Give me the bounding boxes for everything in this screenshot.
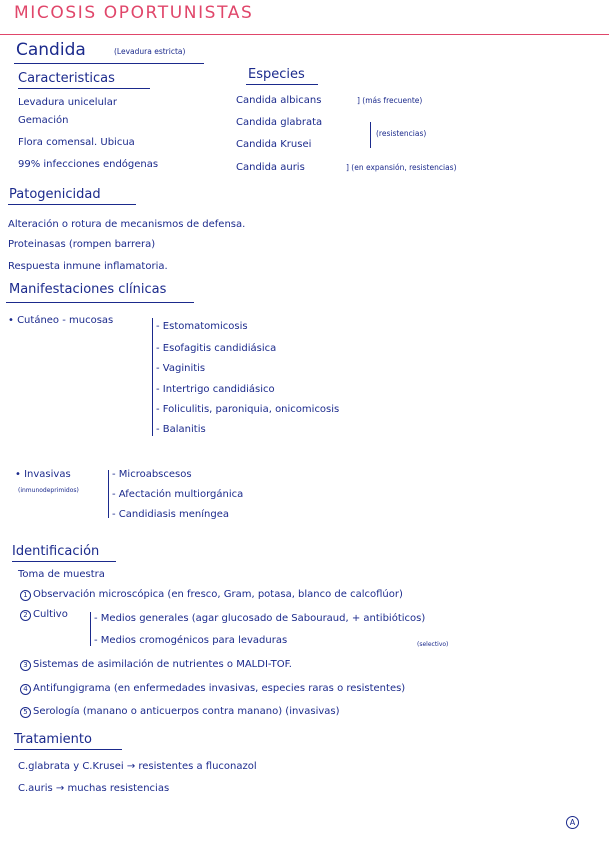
identificacion-heading: Identificación [12, 544, 100, 559]
caract-item-3: Flora comensal. Ubicua [18, 137, 135, 148]
caracteristicas-heading: Caracteristicas [18, 71, 115, 86]
cutaneo-label: • Cutáneo - mucosas [8, 315, 114, 326]
caract-item-4: 99% infecciones endógenas [18, 159, 159, 170]
patog-item-1: Alteración o rotura de mecanismos de defensa. [8, 219, 246, 230]
cutaneo-item-5: - Foliculitis, paroniquia, onicomicosis [156, 404, 340, 415]
tratamiento-heading: Tratamiento [14, 732, 92, 747]
cultivo-medios-generales: - Medios generales (agar glucosado de Sabouraud, + antibióticos) [94, 613, 426, 624]
toma-muestra: Toma de muestra [18, 569, 105, 580]
tratamiento-item-2: C.auris → muchas resistencias [18, 783, 170, 794]
tratamiento-underline [14, 749, 122, 750]
especie-albicans: Candida albicans [236, 95, 322, 106]
ident-item-4: Antifungigrama (en enfermedades invasivas, especies raras o resistentes) [33, 683, 406, 694]
especies-underline [246, 84, 318, 85]
manifestaciones-heading: Manifestaciones clínicas [9, 282, 167, 297]
ident-item-5: Serología (manano o anticuerpos contra manano) (invasivas) [33, 706, 340, 717]
title-rule [0, 34, 609, 35]
tratamiento-item-1: C.glabrata y C.Krusei → resistentes a fluconazol [18, 761, 257, 772]
invasivas-item-1: - Microabscesos [112, 469, 192, 480]
cutaneo-item-1: - Estomatomicosis [156, 321, 248, 332]
ident-item-1: Observación microscópica (en fresco, Gram, potasa, blanco de calcoflúor) [33, 589, 403, 600]
ident-item-3: Sistemas de asimilación de nutrientes o MALDI-TOF. [33, 659, 292, 670]
invasivas-item-3: - Candidiasis meníngea [112, 509, 229, 520]
cultivo-bracket [90, 612, 91, 646]
page-number: A [566, 816, 579, 829]
especie-albicans-note: ] (más frecuente) [357, 96, 423, 105]
caract-item-2: Gemación [18, 115, 69, 126]
especie-auris: Candida auris [236, 162, 305, 173]
especies-heading: Especies [248, 67, 305, 82]
caracteristicas-underline [18, 88, 150, 89]
invasivas-item-2: - Afectación multiorgánica [112, 489, 244, 500]
especie-auris-note: ] (en expansión, resistencias) [346, 163, 457, 172]
page-title: MICOSIS OPORTUNISTAS [14, 3, 254, 23]
candida-heading: Candida [16, 40, 86, 60]
patog-item-2: Proteinasas (rompen barrera) [8, 239, 156, 250]
ident-item-2: Cultivo [33, 609, 68, 620]
ident-num-5: 5 [20, 707, 31, 718]
cutaneo-item-6: - Balanitis [156, 424, 206, 435]
ident-num-4: 4 [20, 684, 31, 695]
cultivo-medios-cromogenicos: - Medios cromogénicos para levaduras [94, 635, 288, 646]
patog-item-3: Respuesta inmune inflamatoria. [8, 261, 168, 272]
especie-glabrata: Candida glabrata [236, 117, 323, 128]
especie-krusei: Candida Krusei [236, 139, 312, 150]
especies-group-note: (resistencias) [376, 129, 427, 138]
ident-num-3: 3 [20, 660, 31, 671]
cutaneo-bracket [152, 318, 153, 436]
ident-num-2: 2 [20, 610, 31, 621]
invasivas-bracket [108, 470, 109, 518]
cultivo-selectivo-note: (selectivo) [417, 641, 449, 648]
invasivas-sublabel: (inmunodeprimidos) [18, 487, 79, 494]
cutaneo-item-4: - Intertrigo candidiásico [156, 384, 275, 395]
cutaneo-item-3: - Vaginitis [156, 363, 206, 374]
ident-num-1: 1 [20, 590, 31, 601]
caract-item-1: Levadura unicelular [18, 97, 117, 108]
patogenicidad-rule [8, 204, 136, 205]
cutaneo-item-2: - Esofagitis candidiásica [156, 343, 277, 354]
especies-bracket [370, 122, 371, 148]
patogenicidad-heading: Patogenicidad [9, 187, 101, 202]
candida-note: (Levadura estricta) [114, 47, 186, 56]
invasivas-label: • Invasivas [15, 469, 71, 480]
manifestaciones-rule [6, 302, 194, 303]
identificacion-underline [12, 561, 116, 562]
candida-rule [14, 63, 204, 64]
